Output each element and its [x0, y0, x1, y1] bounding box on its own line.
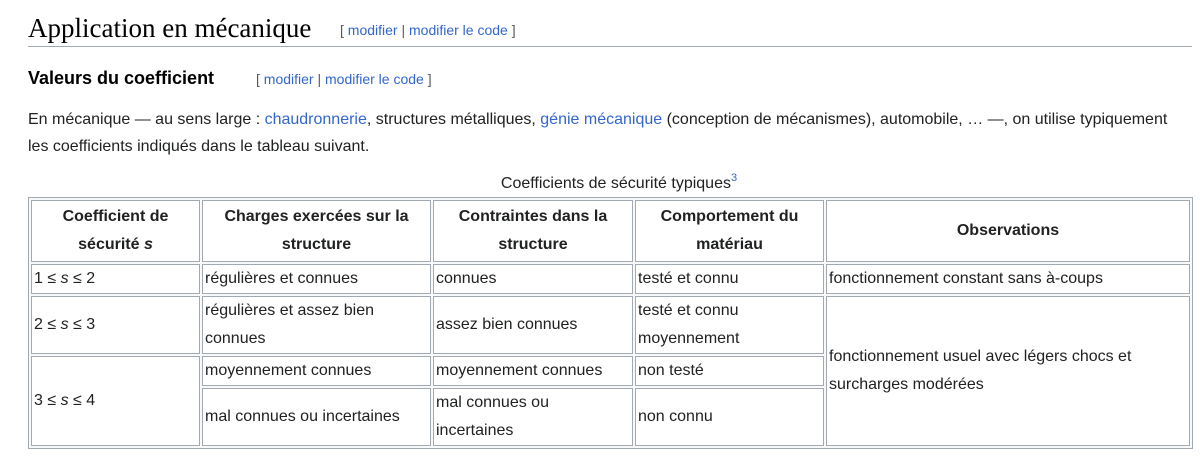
cell-charges: régulières et assez bien connues: [202, 296, 431, 354]
header-coefficient: Coefficient de sécurité s: [31, 200, 200, 262]
cell-charges: mal connues ou incertaines: [202, 388, 431, 446]
cell-comportement: non connu: [635, 388, 824, 446]
reference-link[interactable]: 3: [730, 172, 738, 184]
cell-observations: fonctionnement usuel avec légers chocs et surcharges modérées: [826, 296, 1190, 446]
cell-range: 1 ≤ s ≤ 2: [31, 264, 200, 294]
header-charges: Charges exercées sur la structure: [202, 200, 431, 262]
header-observations: Observations: [826, 200, 1190, 262]
link-chaudronnerie[interactable]: chaudronnerie: [264, 111, 367, 128]
subsection-edit-links: [ modifier | modifier le code ]: [256, 71, 432, 87]
cell-contraintes: connues: [433, 264, 633, 294]
table-row: [31, 296, 1190, 354]
link-genie-mecanique[interactable]: génie mécanique: [540, 111, 663, 128]
section-edit-links: [ modifier | modifier le code ]: [340, 22, 516, 38]
edit-section-source-link[interactable]: modifier le code: [409, 22, 508, 38]
cell-range: 3 ≤ s ≤ 4: [31, 356, 200, 446]
subsection-heading: [28, 67, 1192, 93]
edit-section-link[interactable]: modifier: [347, 22, 398, 38]
header-contraintes: Contraintes dans la structure: [433, 200, 633, 262]
header-comportement: Comportement du matériau: [635, 200, 824, 262]
cell-comportement: non testé: [635, 356, 824, 386]
cell-observations: fonctionnement constant sans à-coups: [826, 264, 1190, 294]
cell-charges: régulières et connues: [202, 264, 431, 294]
cell-contraintes: assez bien connues: [433, 296, 633, 354]
intro-paragraph: En mécanique — au sens large : chaudronnerie, structures métalliques, génie mécanique (conception de mécanismes), automobile, … —, on utilise typiquement les coefficients indiqués dans le tableau suivant.: [28, 111, 1168, 155]
section-heading: [28, 12, 1192, 47]
subsection-title: Valeurs du coefficient: [28, 68, 215, 88]
cell-charges: moyennement connues: [202, 356, 431, 386]
safety-coefficients-table: [28, 197, 1193, 449]
section-title: Application en mécanique: [28, 13, 312, 43]
cell-range: 2 ≤ s ≤ 3: [31, 296, 200, 354]
cell-contraintes: moyennement connues: [433, 356, 633, 386]
edit-subsection-source-link[interactable]: modifier le code: [325, 71, 424, 87]
cell-contraintes: mal connues ou incertaines: [433, 388, 633, 446]
cell-comportement: testé et connu moyennement: [635, 296, 824, 354]
table-header-row: [31, 200, 1190, 262]
table-row: [31, 264, 1190, 294]
edit-subsection-link[interactable]: modifier: [263, 71, 314, 87]
cell-comportement: testé et connu: [635, 264, 824, 294]
table-caption: Coefficients de sécurité typiques$^3$: [500, 172, 738, 192]
